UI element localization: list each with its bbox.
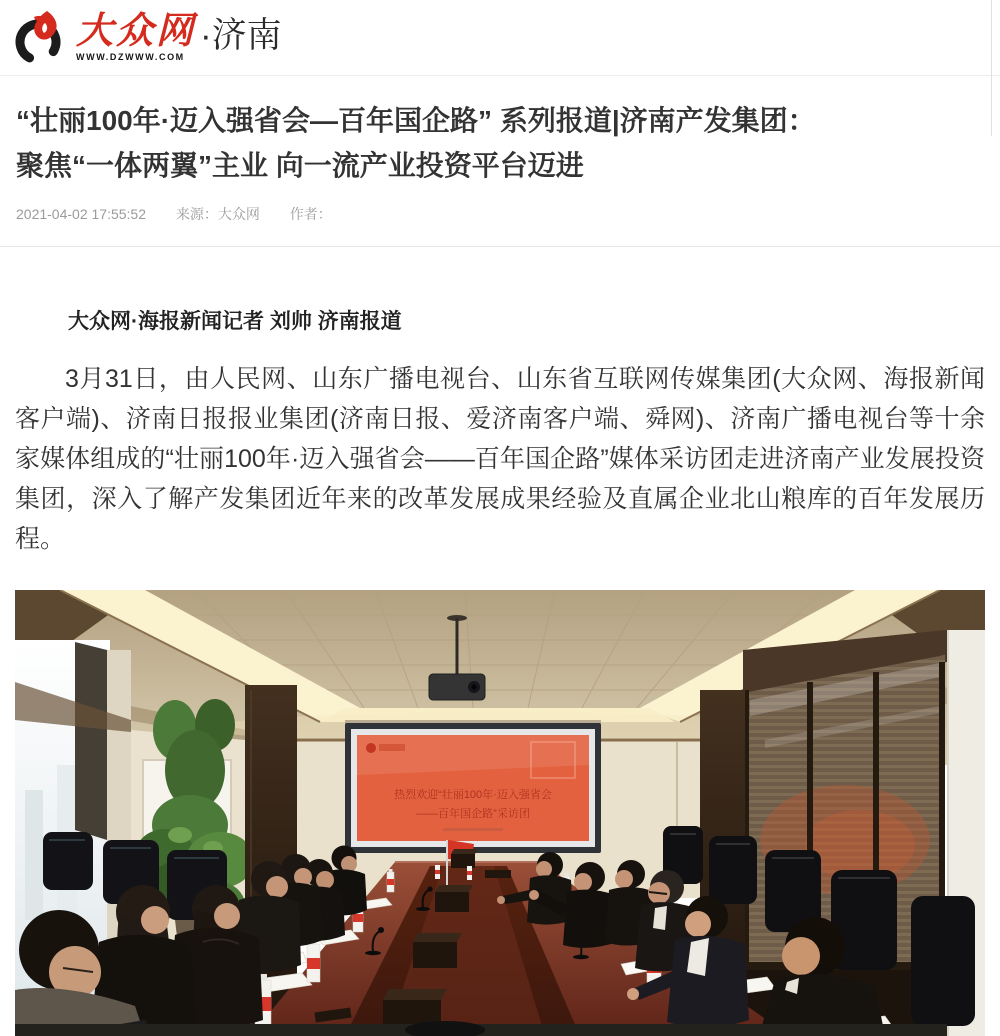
content-right-border	[991, 0, 992, 136]
source-label: 来源：大众网	[175, 206, 260, 222]
article-paragraph: 3月31日，由人民网、山东广播电视台、山东省互联网传媒集团(大众网、海报新闻客户端)、济南日报报业集团(济南日报、爱济南客户端、舜网)、济南广播电视台等十余家媒体组成的“壮丽100年·迈入强省会——百年国企路”媒体采访团走进济南产业发展投资集团，深入了解产发集团近年来的改革发展成果经验及直属企业北山粮库的百年发展历程。	[15, 365, 985, 553]
title-line-2: 聚焦“一体两翼”主业 向一流产业投资平台迈进	[16, 150, 584, 181]
article-title-section	[0, 76, 1000, 247]
brand-name: 大众网	[76, 11, 196, 52]
screen-slide-line2: ——百年国企路”采访团	[416, 808, 530, 820]
article-photo	[15, 590, 985, 1036]
dzwww-flame-icon	[14, 9, 70, 67]
byline: 大众网·海报新闻记者 刘帅 济南报道	[68, 310, 402, 333]
site-region-label: ·济南	[200, 15, 282, 55]
publish-time: 2021-04-02 17:55:52	[16, 206, 146, 222]
author-label: 作者：	[289, 206, 332, 222]
brand-url: WWW.DZWWW.COM	[76, 52, 185, 62]
screen-slide-line1: 热烈欢迎“壮丽100年·迈入强省会	[394, 789, 552, 801]
site-header	[0, 0, 1000, 76]
page-title	[16, 98, 984, 188]
article-meta	[16, 204, 984, 224]
dzwww-logo[interactable]	[14, 9, 196, 67]
projection-screen	[345, 720, 601, 853]
brand-block	[76, 13, 196, 62]
title-line-1: “壮丽100年·迈入强省会—百年国企路” 系列报道|济南产发集团：	[16, 105, 816, 136]
article-body	[0, 307, 1000, 1036]
